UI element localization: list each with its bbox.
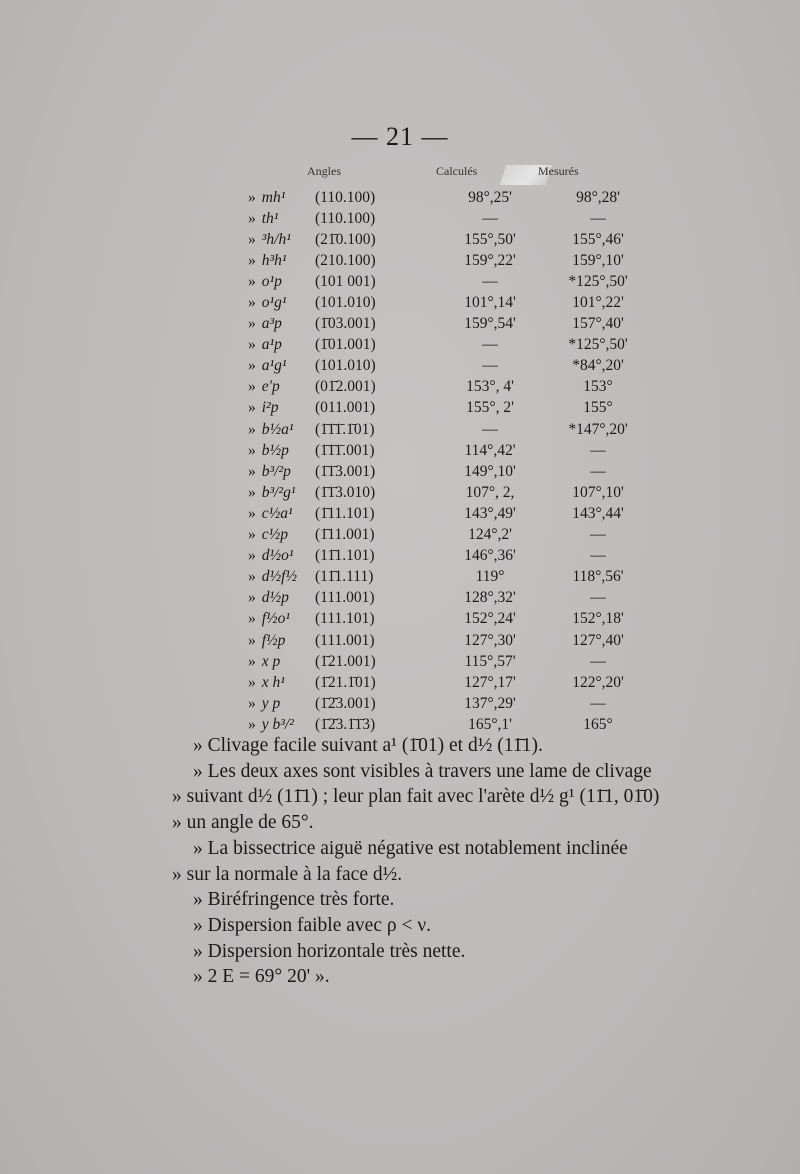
quote-mark: » xyxy=(248,251,256,269)
symbol-text: d½f½ xyxy=(261,568,298,586)
header-measured: Mesurés xyxy=(538,164,579,178)
quote-mark: » xyxy=(248,715,256,733)
face-indices: (011.001) xyxy=(315,399,376,417)
table-row xyxy=(248,482,643,503)
symbol-text: a¹p xyxy=(261,336,282,354)
face-indices: (1̄1̄1̄.1̄01) xyxy=(315,420,375,438)
face-indices: (1̄2̄3.001) xyxy=(315,694,376,712)
paragraph-line: » un angle de 65°. xyxy=(172,812,314,834)
calculated-value: 143°,49' xyxy=(464,504,516,522)
angle-symbol xyxy=(248,672,315,693)
table-row xyxy=(248,356,643,377)
calculated-value: 98°,25' xyxy=(468,188,512,206)
symbol-text: o¹p xyxy=(261,272,282,290)
angle-symbol xyxy=(248,250,315,271)
symbol-text: b³/²p xyxy=(261,462,291,480)
calculated-value: 155°,50' xyxy=(464,230,516,248)
quote-mark: » xyxy=(248,568,256,586)
symbol-text: i²p xyxy=(261,399,279,417)
face-indices: (1̄21.1̄01) xyxy=(315,673,376,691)
measured-value: 127°,40' xyxy=(572,631,624,649)
angle-symbol xyxy=(248,229,315,250)
face-indices: (1̄11.001) xyxy=(315,526,375,544)
quote-mark: » xyxy=(248,420,256,438)
table-row xyxy=(248,292,643,313)
measured-value: 153° xyxy=(583,378,613,396)
symbol-text: d½p xyxy=(261,589,289,607)
angle-symbol xyxy=(248,314,315,335)
measured-value: 155° xyxy=(583,399,613,417)
measured-value: — xyxy=(590,441,606,459)
face-indices: (21̄0.100) xyxy=(315,230,376,248)
face-indices: (101 001) xyxy=(315,272,376,290)
header-angles: Angles xyxy=(307,164,341,178)
face-indices: (1̄1̄1̄.001) xyxy=(315,441,375,459)
measured-value: 118°,56' xyxy=(572,568,624,586)
symbol-text: f½p xyxy=(261,631,286,649)
table-row xyxy=(248,525,643,546)
calculated-value: 124°,2' xyxy=(468,526,512,544)
calculated-value: 137°,29' xyxy=(464,694,516,712)
angle-symbol xyxy=(248,398,315,419)
measured-value: *147°,20' xyxy=(568,420,628,438)
face-indices: (111.001) xyxy=(315,589,375,607)
face-indices: (1̄2̄3.1̄1̄3) xyxy=(315,715,376,733)
angle-symbol xyxy=(248,271,315,292)
measured-value: *125°,50' xyxy=(568,272,628,290)
table-row xyxy=(248,271,643,292)
quote-mark: » xyxy=(248,357,256,375)
quote-mark: » xyxy=(248,209,256,227)
measured-value: *125°,50' xyxy=(568,336,628,354)
angle-symbol xyxy=(248,588,315,609)
angle-symbol xyxy=(248,482,315,503)
face-indices: (1̄01.001) xyxy=(315,336,376,354)
symbol-text: c½a¹ xyxy=(261,504,293,522)
quote-mark: » xyxy=(248,504,256,522)
table-row xyxy=(248,503,643,524)
quote-mark: » xyxy=(248,673,256,691)
angle-symbol xyxy=(248,419,315,440)
quote-mark: » xyxy=(248,526,256,544)
symbol-text: ³h/h¹ xyxy=(261,230,291,248)
measured-value: — xyxy=(590,589,606,607)
calculated-value: 119° xyxy=(475,568,505,586)
face-indices: (110.100) xyxy=(315,188,376,206)
angle-symbol xyxy=(248,292,315,313)
measured-value: 157°,40' xyxy=(572,315,624,333)
table-row xyxy=(248,229,643,250)
measured-value: 155°,46' xyxy=(572,230,624,248)
symbol-text: b½p xyxy=(261,441,289,459)
measured-value: 107°,10' xyxy=(572,483,624,501)
table-row xyxy=(248,187,643,208)
measured-value: 143°,44' xyxy=(572,504,624,522)
table-row xyxy=(248,440,643,461)
quote-mark: » xyxy=(248,294,256,312)
symbol-text: c½p xyxy=(261,526,289,544)
quote-mark: » xyxy=(248,694,256,712)
symbol-text: d½o¹ xyxy=(261,547,294,565)
symbol-text: y b³/² xyxy=(261,715,294,733)
face-indices: (210.100) xyxy=(315,251,376,269)
calculated-value: 127°,30' xyxy=(464,631,516,649)
face-indices: (11̄1.111) xyxy=(315,568,374,586)
face-indices: (101.010) xyxy=(315,294,376,312)
calculated-value: — xyxy=(482,357,498,375)
quote-mark: » xyxy=(248,399,256,417)
face-indices: (1̄21.001) xyxy=(315,652,376,670)
quote-mark: » xyxy=(248,462,256,480)
measured-value: — xyxy=(590,652,606,670)
symbol-text: a³p xyxy=(261,315,282,333)
table-row xyxy=(248,419,643,440)
quote-mark: » xyxy=(248,652,256,670)
table-row xyxy=(248,672,643,693)
angle-symbol xyxy=(248,651,315,672)
measured-value: 122°,20' xyxy=(572,673,624,691)
measured-value: 98°,28' xyxy=(576,188,620,206)
angle-symbol xyxy=(248,356,315,377)
calculated-value: 101°,14' xyxy=(464,294,516,312)
symbol-text: x p xyxy=(261,652,281,670)
angle-symbol xyxy=(248,208,315,229)
measured-value: 159°,10' xyxy=(572,251,624,269)
table-row xyxy=(248,314,643,335)
angle-symbol xyxy=(248,567,315,588)
quote-mark: » xyxy=(248,631,256,649)
angle-symbol xyxy=(248,546,315,567)
measured-value: — xyxy=(590,547,606,565)
symbol-text: th¹ xyxy=(261,209,279,227)
paragraph-line: » 2 E = 69° 20' ». xyxy=(193,966,330,988)
paragraph-line: » suivant d½ (11̄1) ; leur plan fait avec l'arète d½ g¹ (11̄1, 01̄0) xyxy=(172,786,660,808)
calculated-value: 149°,10' xyxy=(464,462,516,480)
table-row xyxy=(248,546,643,567)
calculated-value: 159°,22' xyxy=(464,251,516,269)
calculated-value: 159°,54' xyxy=(464,315,516,333)
table-row xyxy=(248,398,643,419)
symbol-text: a¹g¹ xyxy=(261,357,287,375)
angles-table xyxy=(248,187,643,735)
symbol-text: mh¹ xyxy=(261,188,286,206)
calculated-value: 115°,57' xyxy=(464,652,516,670)
paragraph-line: » sur la normale à la face d½. xyxy=(172,863,403,885)
angle-symbol xyxy=(248,630,315,651)
angle-symbol xyxy=(248,440,315,461)
quote-mark: » xyxy=(248,589,256,607)
angle-symbol xyxy=(248,335,315,356)
quote-mark: » xyxy=(248,610,256,628)
face-indices: (1̄1̄3.001) xyxy=(315,462,376,480)
paragraph-line: » Clivage facile suivant a¹ (1̄01) et d½ (11̄1). xyxy=(193,735,543,756)
paragraph-line: » La bissectrice aiguë négative est notablement inclinée xyxy=(193,837,628,859)
quote-mark: » xyxy=(248,188,256,206)
face-indices: (1̄1̄3.010) xyxy=(315,483,376,501)
paragraph-line: » Biréfringence très forte. xyxy=(193,889,395,911)
table-row xyxy=(248,567,643,588)
calculated-value: 146°,36' xyxy=(464,547,516,565)
symbol-text: y p xyxy=(261,694,281,712)
calculated-value: — xyxy=(482,336,498,354)
paragraph-line: » Les deux axes sont visibles à travers une lame de clivage xyxy=(193,760,652,782)
table-row xyxy=(248,335,643,356)
face-indices: (01̄2.001) xyxy=(315,378,376,396)
angle-symbol xyxy=(248,525,315,546)
table-row xyxy=(248,588,643,609)
face-indices: (11̄1.101) xyxy=(315,547,375,565)
page-number: — 21 — xyxy=(351,122,449,151)
calculated-value: 155°, 2' xyxy=(466,399,514,417)
face-indices: (111.001) xyxy=(315,631,375,649)
quote-mark: » xyxy=(248,272,256,290)
face-indices: (1̄11.101) xyxy=(315,504,375,522)
symbol-text: h³h¹ xyxy=(261,251,287,269)
symbol-text: b½a¹ xyxy=(261,420,294,438)
angle-symbol xyxy=(248,503,315,524)
quote-mark: » xyxy=(248,315,256,333)
symbol-text: x h¹ xyxy=(261,673,285,691)
calculated-value: — xyxy=(482,420,498,438)
face-indices: (110.100) xyxy=(315,209,376,227)
calculated-value: 128°,32' xyxy=(464,589,516,607)
table-row xyxy=(248,693,643,714)
calculated-value: 153°, 4' xyxy=(466,378,514,396)
body-text xyxy=(0,733,800,990)
table-header xyxy=(0,164,800,182)
measured-value: — xyxy=(590,526,606,544)
angle-symbol xyxy=(248,693,315,714)
table-row xyxy=(248,208,643,229)
symbol-text: o¹g¹ xyxy=(261,294,287,312)
measured-value: — xyxy=(590,694,606,712)
angle-symbol xyxy=(248,187,315,208)
table-row xyxy=(248,609,643,630)
quote-mark: » xyxy=(248,230,256,248)
calculated-value: 127°,17' xyxy=(464,673,516,691)
face-indices: (101.010) xyxy=(315,357,376,375)
measured-value: 101°,22' xyxy=(572,294,624,312)
calculated-value: 107°, 2, xyxy=(465,483,515,501)
calculated-value: 152°,24' xyxy=(464,610,516,628)
symbol-text: f½o¹ xyxy=(261,610,291,628)
table-row xyxy=(248,651,643,672)
table-row xyxy=(248,250,643,271)
symbol-text: e'p xyxy=(261,378,280,396)
measured-value: 165° xyxy=(583,715,613,733)
measured-value: 152°,18' xyxy=(572,610,624,628)
quote-mark: » xyxy=(248,441,256,459)
quote-mark: » xyxy=(248,336,256,354)
angle-symbol xyxy=(248,377,315,398)
calculated-value: 114°,42' xyxy=(464,441,516,459)
measured-value: *84°,20' xyxy=(572,357,624,375)
angle-symbol xyxy=(248,461,315,482)
header-calculated: Calculés xyxy=(436,164,478,178)
calculated-value: — xyxy=(482,272,498,290)
symbol-text: b³/²g¹ xyxy=(261,483,296,501)
table-row xyxy=(248,377,643,398)
paragraph-line: » Dispersion horizontale très nette. xyxy=(193,940,466,962)
face-indices: (111.101) xyxy=(315,610,375,628)
table-row xyxy=(248,630,643,651)
measured-value: — xyxy=(590,462,606,480)
paragraph-line: » Dispersion faible avec ρ < ν. xyxy=(193,914,432,936)
face-indices: (1̄03.001) xyxy=(315,315,376,333)
quote-mark: » xyxy=(248,378,256,396)
calculated-value: — xyxy=(482,209,498,227)
quote-mark: » xyxy=(248,547,256,565)
calculated-value: 165°,1' xyxy=(468,715,512,733)
quote-mark: » xyxy=(248,483,256,501)
measured-value: — xyxy=(590,209,606,227)
angle-symbol xyxy=(248,609,315,630)
table-row xyxy=(248,461,643,482)
